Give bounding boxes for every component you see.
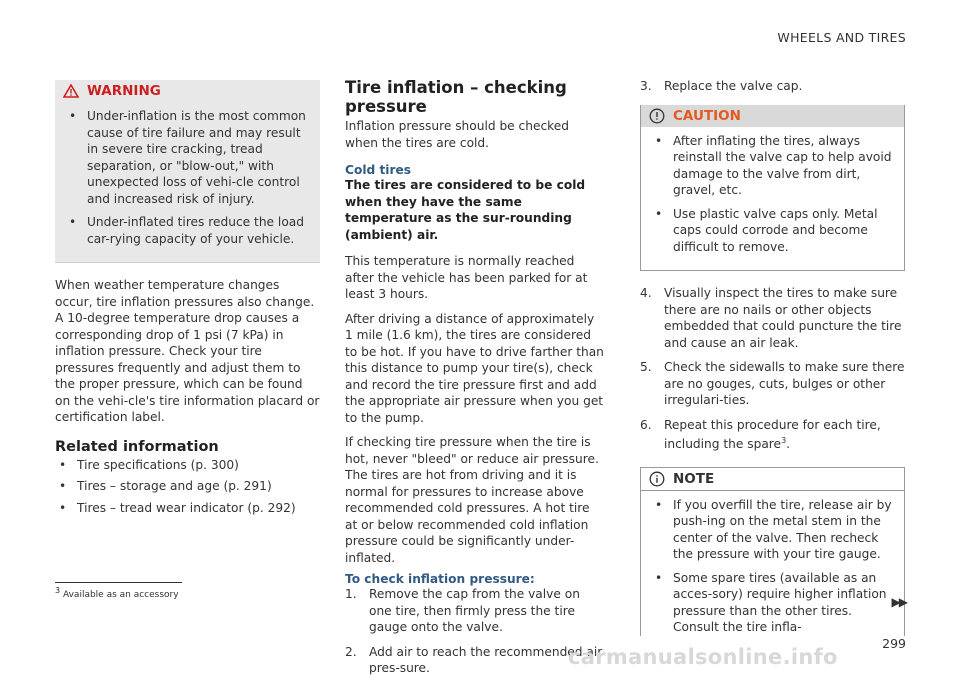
warning-box [55, 78, 320, 263]
related-link[interactable]: • Tire specifications (p. 300) [55, 457, 320, 474]
related-information-heading: Related information [55, 438, 219, 455]
steps-list [345, 586, 605, 677]
related-link[interactable]: • Tires – storage and age (p. 291) [55, 478, 320, 495]
caution-box [640, 105, 905, 272]
steps-list [640, 285, 905, 453]
related-list [55, 457, 320, 517]
step-text-end: . [786, 437, 791, 452]
caution-item: • After inflating the tires, always reinstall the valve cap to help avoid damage to the valve from dirt, gravel, etc. [651, 133, 894, 199]
step-text: Repeat this procedure for each tire, including the spare [664, 417, 881, 452]
step-number: 4. [640, 286, 652, 300]
caution-list [641, 127, 904, 271]
page-number: 299 [882, 636, 906, 651]
column-middle [345, 78, 605, 685]
warning-title [55, 78, 320, 102]
paragraph: After driving a distance of approximately 1 mile (1.6 km), the tires are considered to be hot. If you have to drive farther than this distance to pump your tire(s), check and record the tire pressure first and add the appropriate air pressure when you get to the pump. [345, 311, 604, 425]
intro-paragraph: Inflation pressure should be checked when the tires are cold. [345, 119, 570, 150]
step-text: Visually inspect the tires to make sure there are no nails or other objects embedded that could puncture the tire and cause an air leak. [664, 286, 902, 350]
step-number: 5. [640, 360, 652, 374]
cold-tires-heading: Cold tires [345, 163, 411, 177]
note-title [641, 468, 904, 491]
warning-item: • Under-inflated tires reduce the load car-rying capacity of your vehicle. [65, 214, 310, 247]
warning-title-text: WARNING [87, 83, 161, 99]
footnote-reference[interactable]: 3 [781, 436, 787, 445]
column-left [55, 78, 320, 521]
column-right [640, 78, 905, 636]
related-link[interactable]: • Tires – tread wear indicator (p. 292) [55, 500, 320, 517]
step-text: Check the sidewalls to make sure there are no gouges, cuts, bulges or other irregulari-ties. [664, 360, 905, 407]
caution-item: • Use plastic valve caps only. Metal caps could corrode and become difficult to remove. [651, 206, 894, 256]
steps-list [640, 78, 905, 95]
step-item [640, 78, 905, 95]
info-circle-icon [649, 471, 665, 487]
warning-item: • Under-inflation is the most common cause of tire failure and may result in severe tire cracking, tread separation, or "blow-out," with unexpected loss of vehi-cle control and increased risk of injury. [65, 108, 310, 207]
warning-list [55, 102, 320, 262]
footnote-mark: 3 [55, 586, 61, 595]
watermark: carmanualsonline.info [568, 645, 838, 669]
note-item: • If you overfill the tire, release air by push-ing on the metal stem in the center of the valve. Then recheck the pressure with your tire gauge. [651, 497, 894, 563]
paragraph: If checking tire pressure when the tire is hot, never "bleed" or reduce air pressure. The tires are hot from driving and it is normal for pressures to increase above recommended cold pressures. A hot tire at or below recommended cold inflation pressure could be significantly under-inflated. [345, 435, 599, 565]
check-pressure-heading: To check inflation pressure: [345, 572, 535, 586]
running-header: WHEELS AND TIRES [777, 30, 906, 45]
note-title-text: NOTE [673, 470, 715, 487]
cold-tires-definition: The tires are considered to be cold when they have the same temperature as the sur-rounding (ambient) air. [345, 178, 586, 242]
next-page-arrow-icon[interactable]: ▶▶ [891, 595, 906, 609]
step-item [640, 285, 905, 351]
caution-title-text: CAUTION [673, 107, 741, 124]
footnote-text: Available as an accessory [62, 590, 179, 600]
step-item [345, 586, 605, 636]
step-number: 3. [640, 79, 652, 93]
step-text: Add air to reach the recommended air pres-sure. [369, 644, 603, 675]
caution-title [641, 105, 904, 127]
step-item [640, 359, 905, 409]
footnote-divider [55, 582, 182, 583]
note-list [641, 491, 904, 636]
note-item: • Some spare tires (available as an acces-sory) require higher inflation pressure than the other tires. Consult the tire infla- [651, 570, 894, 636]
step-number: 1. [345, 587, 357, 601]
note-box [640, 467, 905, 636]
step-text: Replace the valve cap. [664, 79, 803, 93]
warning-triangle-icon [63, 84, 79, 98]
exclamation-circle-icon [649, 108, 665, 124]
step-number: 2. [345, 644, 357, 659]
paragraph: This temperature is normally reached after the vehicle has been parked for at least 3 hours. [345, 254, 588, 301]
footnote [55, 586, 179, 600]
step-item [640, 417, 905, 453]
temperature-paragraph: When weather temperature changes occur, tire inflation pressures also change. A 10-degree temperature drop causes a corresponding drop of 1 psi (7 kPa) in inflation pressure. Check your tire pressures frequently and adjust them to the proper pressure, which can be found on the vehi-cle's tire information placard or certification label. [55, 278, 320, 424]
step-number: 6. [640, 417, 652, 432]
step-item [345, 644, 605, 677]
step-text: Remove the cap from the valve on one tire, then firmly press the tire gauge onto the valve. [369, 587, 580, 634]
section-title: Tire inflation – checking pressure [345, 78, 567, 116]
